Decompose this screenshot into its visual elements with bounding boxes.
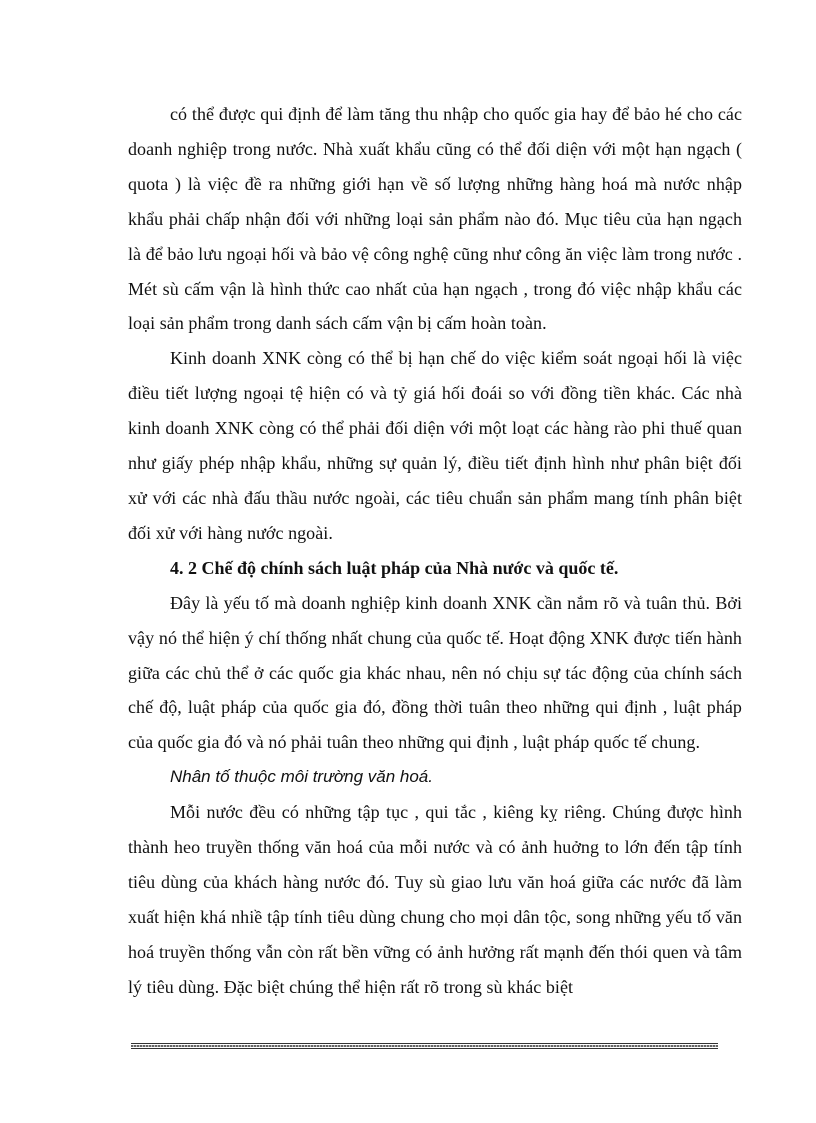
section-heading-4-2: 4. 2 Chế độ chính sách luật pháp của Nhà nước và quốc tế.: [170, 557, 619, 578]
page-body: [128, 97, 742, 1005]
subheading-cultural-factors: Nhân tố thuộc môi trường văn hoá.: [170, 767, 433, 787]
paragraph-customs-traditions: Mỗi nước đều có những tập tục , qui tắc , kiêng kỵ riêng. Chúng được hình thành heo truyền thống văn hoá của mỗi nước và có ảnh huởng to lớn đến tập tính tiêu dùng của khách hàng nước đó. Tuy sù giao lưu văn hoá giữa các nước đã làm xuất hiện khá nhiề tập tính tiêu dùng chung cho mọi dân tộc, song những yếu tố văn hoá truyền thống vẫn còn rất bền vững có ảnh hưởng rất mạnh đến thói quen và tâm lý tiêu dùng. Đặc biệt chúng thể hiện rất rõ trong sù khác biệt: [128, 802, 742, 997]
paragraph-foreign-exchange-control: Kinh doanh XNK còng có thể bị hạn chế do việc kiểm soát ngoại hối là việc điều tiết lượng ngoại tệ hiện có và tỷ giá hối đoái so với đồng tiền khác. Các nhà kinh doanh XNK còng có thể phải đối diện với một loạt các hàng rào phi thuế quan như giấy phép nhập khẩu, những sự quản lý, điều tiết định hình như phân biệt đối xử với các nhà đấu thầu nước ngoài, các tiêu chuẩn sản phẩm mang tính phân biệt đối xử với hàng nước ngoài.: [128, 348, 742, 543]
paragraph-legal-policy: Đây là yếu tố mà doanh nghiệp kinh doanh XNK cần nắm rõ và tuân thủ. Bởi vậy nó thể hiện ý chí thống nhất chung của quốc tế. Hoạt động XNK được tiến hành giữa các chủ thể ở các quốc gia khác nhau, nên nó chịu sự tác động của chính sách chế độ, luật pháp của quốc gia đó, đồng thời tuân theo những qui định , luật pháp của quốc gia đó và nó phải tuân theo những qui định , luật pháp quốc tế chung.: [128, 592, 742, 753]
footer-divider-line: [131, 1043, 718, 1049]
paragraph-import-quota: có thể được qui định để làm tăng thu nhập cho quốc gia hay để bảo hé cho các doanh nghiệp trong nước. Nhà xuất khẩu cũng có thể đối diện với một hạn ngạch ( quota ) là việc đề ra những giới hạn về số lượng những hàng hoá mà nước nhập khẩu phải chấp nhận đối với những loại sản phẩm nào đó. Mục tiêu của hạn ngạch là để bảo lưu ngoại hối và bảo vệ công nghệ cũng như công ăn việc làm trong nước . Mét sù cấm vận là hình thức cao nhất của hạn ngạch , trong đó việc nhập khẩu các loại sản phẩm trong danh sách cấm vận bị cấm hoàn toàn.: [128, 104, 742, 334]
